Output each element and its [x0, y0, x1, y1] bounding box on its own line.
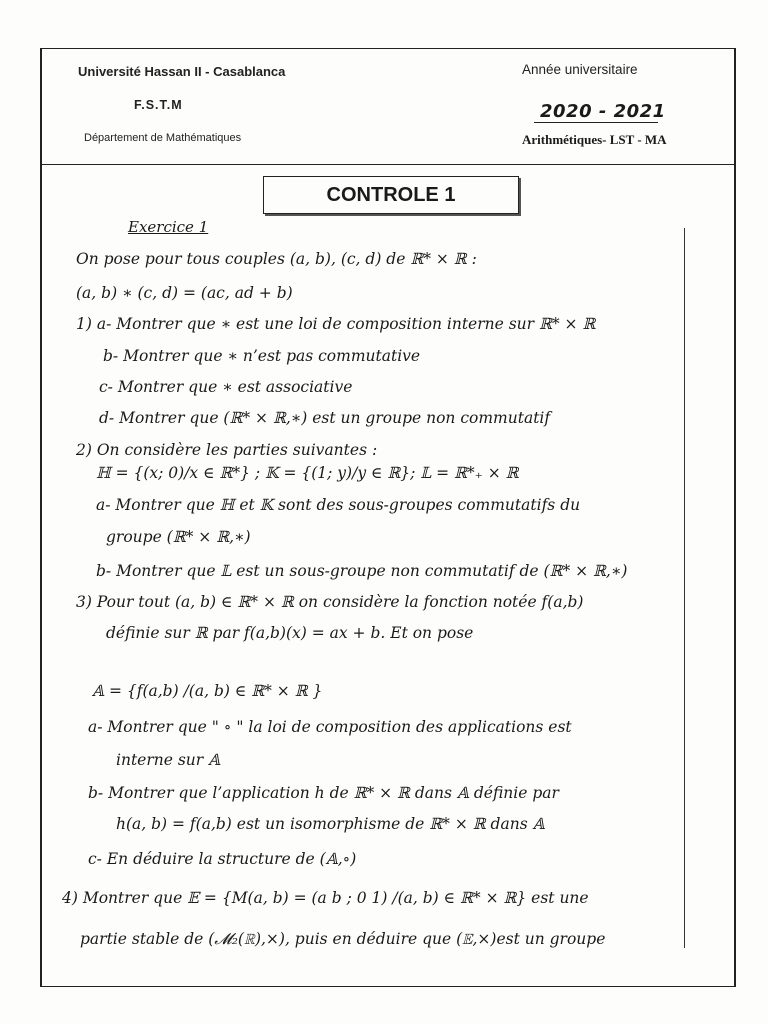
exercise-line: 4) Montrer que 𝔼 = {M(a, b) = (a b ; 0 1) /(a, b) ∈ ℝ* × ℝ} est une — [62, 889, 589, 907]
bottom-divider — [40, 986, 734, 987]
header-divider — [40, 164, 734, 165]
year-underline — [534, 122, 658, 123]
university-name: Université Hassan II - Casablanca — [78, 64, 286, 79]
exercise-line: c- Montrer que ∗ est associative — [99, 378, 353, 396]
margin-line — [684, 228, 685, 948]
exercise-line: b- Montrer que ∗ n’est pas commutative — [103, 347, 421, 365]
exercise-line: partie stable de (𝓜₂(ℝ),×), puis en déduire que (𝔼,×)est un groupe — [80, 930, 606, 948]
exercise-line: c- En déduire la structure de (𝔸,∘) — [88, 850, 357, 868]
exercise-line: ℍ = {(x; 0)/x ∈ ℝ*} ; 𝕂 = {(1; y)/y ∈ ℝ}; 𝕃 = ℝ*₊ × ℝ — [96, 464, 519, 482]
exercise-line: On pose pour tous couples (a, b), (c, d) de ℝ* × ℝ : — [76, 250, 477, 268]
exercise-line: a- Montrer que ℍ et 𝕂 sont des sous-groupes commutatifs du — [96, 496, 581, 514]
exercise-line: groupe (ℝ* × ℝ,∗) — [106, 528, 251, 546]
department-name: Département de Mathématiques — [84, 132, 242, 144]
exercise-line: 3) Pour tout (a, b) ∈ ℝ* × ℝ on considère la fonction notée f(a,b) — [76, 593, 584, 611]
exercise-line: b- Montrer que 𝕃 est un sous-groupe non commutatif de (ℝ* × ℝ,∗) — [96, 562, 628, 580]
academic-year: 2020 - 2021 — [540, 101, 666, 122]
exam-title: CONTROLE 1 — [263, 176, 519, 214]
exercise-line: a- Montrer que " ∘ " la loi de composition des applications est — [88, 718, 572, 736]
exercise-title: Exercice 1 — [128, 218, 209, 236]
exercise-line: 1) a- Montrer que ∗ est une loi de composition interne sur ℝ* × ℝ — [76, 315, 596, 333]
exercise-line: 2) On considère les parties suivantes : — [76, 441, 378, 459]
exercise-line: b- Montrer que l’application h de ℝ* × ℝ dans 𝔸 définie par — [88, 784, 559, 802]
exercise-line: interne sur 𝔸 — [116, 751, 221, 769]
exercise-line: définie sur ℝ par f(a,b)(x) = ax + b. Et on pose — [106, 624, 474, 642]
exercise-line: h(a, b) = f(a,b) est un isomorphisme de ℝ* × ℝ dans 𝔸 — [116, 815, 545, 833]
exercise-line: d- Montrer que (ℝ* × ℝ,∗) est un groupe non commutatif — [99, 409, 551, 427]
exercise-line: (a, b) ∗ (c, d) = (ac, ad + b) — [76, 284, 293, 302]
exercise-line: 𝔸 = {f(a,b) /(a, b) ∈ ℝ* × ℝ } — [92, 682, 323, 700]
academic-year-label: Année universitaire — [522, 62, 638, 77]
course-name: Arithmétiques- LST - MA — [522, 132, 667, 147]
faculty-name: F.S.T.M — [134, 98, 183, 112]
